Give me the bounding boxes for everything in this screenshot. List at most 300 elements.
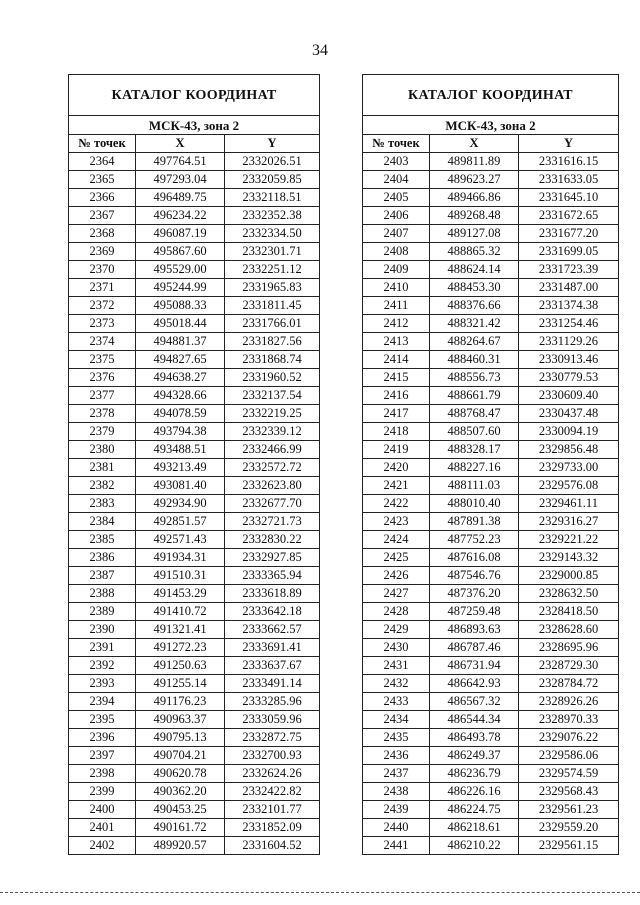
point-number-cell: 2439 (363, 801, 430, 819)
table-row (69, 225, 320, 243)
x-coordinate-cell: 495018.44 (136, 315, 225, 333)
y-coordinate-cell: 2332624.26 (225, 765, 320, 783)
y-coordinate-cell: 2329559.20 (519, 819, 619, 837)
point-number-cell: 2364 (69, 153, 136, 171)
x-coordinate-cell: 488376.66 (430, 297, 519, 315)
x-coordinate-cell: 493488.51 (136, 441, 225, 459)
y-coordinate-cell: 2331633.05 (519, 171, 619, 189)
point-number-cell: 2392 (69, 657, 136, 675)
point-number-cell: 2399 (69, 783, 136, 801)
x-coordinate-cell: 491255.14 (136, 675, 225, 693)
y-coordinate-cell: 2332830.22 (225, 531, 320, 549)
y-coordinate-cell: 2329316.27 (519, 513, 619, 531)
point-number-cell: 2437 (363, 765, 430, 783)
table-row (69, 567, 320, 585)
table-row (363, 765, 619, 783)
x-coordinate-cell: 486218.61 (430, 819, 519, 837)
y-coordinate-cell: 2329461.11 (519, 495, 619, 513)
y-coordinate-cell: 2329856.48 (519, 441, 619, 459)
x-coordinate-cell: 486236.79 (430, 765, 519, 783)
x-coordinate-cell: 486731.94 (430, 657, 519, 675)
x-coordinate-cell: 494881.37 (136, 333, 225, 351)
y-coordinate-cell: 2330437.48 (519, 405, 619, 423)
table-row (363, 639, 619, 657)
x-coordinate-cell: 486544.34 (430, 711, 519, 729)
x-coordinate-cell: 488111.03 (430, 477, 519, 495)
x-coordinate-cell: 490362.20 (136, 783, 225, 801)
y-coordinate-cell: 2331254.46 (519, 315, 619, 333)
x-coordinate-cell: 487616.08 (430, 549, 519, 567)
table-row (69, 171, 320, 189)
point-number-cell: 2412 (363, 315, 430, 333)
table-row (69, 333, 320, 351)
point-number-cell: 2384 (69, 513, 136, 531)
x-coordinate-cell: 492934.90 (136, 495, 225, 513)
table-row (69, 801, 320, 819)
table-row (69, 711, 320, 729)
x-coordinate-cell: 488768.47 (430, 405, 519, 423)
table-row (69, 783, 320, 801)
point-number-cell: 2366 (69, 189, 136, 207)
x-coordinate-cell: 491321.41 (136, 621, 225, 639)
table-row (363, 369, 619, 387)
x-coordinate-cell: 497764.51 (136, 153, 225, 171)
table-row (69, 369, 320, 387)
x-coordinate-cell: 489623.27 (430, 171, 519, 189)
point-number-cell: 2435 (363, 729, 430, 747)
y-coordinate-cell: 2329568.43 (519, 783, 619, 801)
y-coordinate-cell: 2333662.57 (225, 621, 320, 639)
point-number-cell: 2395 (69, 711, 136, 729)
x-coordinate-cell: 494078.59 (136, 405, 225, 423)
y-coordinate-cell: 2328628.60 (519, 621, 619, 639)
point-number-cell: 2427 (363, 585, 430, 603)
point-number-cell: 2388 (69, 585, 136, 603)
point-number-cell: 2414 (363, 351, 430, 369)
point-number-cell: 2380 (69, 441, 136, 459)
table-row (363, 657, 619, 675)
y-coordinate-cell: 2331672.65 (519, 207, 619, 225)
x-coordinate-cell: 487259.48 (430, 603, 519, 621)
point-number-cell: 2396 (69, 729, 136, 747)
table-row (363, 711, 619, 729)
point-number-cell: 2430 (363, 639, 430, 657)
point-number-cell: 2398 (69, 765, 136, 783)
x-coordinate-cell: 486249.37 (430, 747, 519, 765)
point-number-cell: 2422 (363, 495, 430, 513)
y-coordinate-cell: 2332623.80 (225, 477, 320, 495)
x-coordinate-cell: 492851.57 (136, 513, 225, 531)
x-coordinate-cell: 496489.75 (136, 189, 225, 207)
y-coordinate-cell: 2329733.00 (519, 459, 619, 477)
y-coordinate-cell: 2329000.85 (519, 567, 619, 585)
coordinate-catalog-table-left (68, 74, 320, 855)
table-row (363, 171, 619, 189)
point-number-cell: 2413 (363, 333, 430, 351)
y-coordinate-cell: 2333642.18 (225, 603, 320, 621)
point-number-cell: 2365 (69, 171, 136, 189)
y-coordinate-cell: 2332251.12 (225, 261, 320, 279)
point-number-cell: 2423 (363, 513, 430, 531)
point-number-cell: 2400 (69, 801, 136, 819)
x-coordinate-cell: 490704.21 (136, 747, 225, 765)
table-row (69, 603, 320, 621)
x-coordinate-cell: 486642.93 (430, 675, 519, 693)
column-header-point-number: № точек (363, 135, 430, 153)
point-number-cell: 2393 (69, 675, 136, 693)
x-coordinate-cell: 487891.38 (430, 513, 519, 531)
table-row (363, 747, 619, 765)
x-coordinate-cell: 490620.78 (136, 765, 225, 783)
y-coordinate-cell: 2332334.50 (225, 225, 320, 243)
point-number-cell: 2389 (69, 603, 136, 621)
table-row (363, 459, 619, 477)
point-number-cell: 2373 (69, 315, 136, 333)
y-coordinate-cell: 2330779.53 (519, 369, 619, 387)
y-coordinate-cell: 2329221.22 (519, 531, 619, 549)
y-coordinate-cell: 2329586.06 (519, 747, 619, 765)
table-row (363, 801, 619, 819)
x-coordinate-cell: 496234.22 (136, 207, 225, 225)
x-coordinate-cell: 494328.66 (136, 387, 225, 405)
point-number-cell: 2370 (69, 261, 136, 279)
point-number-cell: 2387 (69, 567, 136, 585)
table-row (363, 819, 619, 837)
y-coordinate-cell: 2329561.23 (519, 801, 619, 819)
table-row (69, 729, 320, 747)
x-coordinate-cell: 493081.40 (136, 477, 225, 495)
y-coordinate-cell: 2331723.39 (519, 261, 619, 279)
y-coordinate-cell: 2329561.15 (519, 837, 619, 855)
point-number-cell: 2432 (363, 675, 430, 693)
y-coordinate-cell: 2332059.85 (225, 171, 320, 189)
column-header-x: X (430, 135, 519, 153)
table-row (363, 261, 619, 279)
point-number-cell: 2419 (363, 441, 430, 459)
y-coordinate-cell: 2332721.73 (225, 513, 320, 531)
point-number-cell: 2438 (363, 783, 430, 801)
x-coordinate-cell: 495244.99 (136, 279, 225, 297)
y-coordinate-cell: 2329076.22 (519, 729, 619, 747)
x-coordinate-cell: 486210.22 (430, 837, 519, 855)
y-coordinate-cell: 2332118.51 (225, 189, 320, 207)
table-row (363, 333, 619, 351)
y-coordinate-cell: 2330094.19 (519, 423, 619, 441)
point-number-cell: 2433 (363, 693, 430, 711)
catalog-title: КАТАЛОГ КООРДИНАТ (69, 75, 320, 116)
point-number-cell: 2381 (69, 459, 136, 477)
table-row (363, 621, 619, 639)
table-row (69, 477, 320, 495)
y-coordinate-cell: 2331852.09 (225, 819, 320, 837)
y-coordinate-cell: 2333618.89 (225, 585, 320, 603)
table-row (69, 621, 320, 639)
y-coordinate-cell: 2331699.05 (519, 243, 619, 261)
point-number-cell: 2418 (363, 423, 430, 441)
y-coordinate-cell: 2332677.70 (225, 495, 320, 513)
table-row (69, 441, 320, 459)
column-header-x: X (136, 135, 225, 153)
table-row (69, 351, 320, 369)
y-coordinate-cell: 2328784.72 (519, 675, 619, 693)
table-row (69, 153, 320, 171)
point-number-cell: 2383 (69, 495, 136, 513)
x-coordinate-cell: 486893.63 (430, 621, 519, 639)
table-row (69, 261, 320, 279)
point-number-cell: 2368 (69, 225, 136, 243)
y-coordinate-cell: 2332466.99 (225, 441, 320, 459)
y-coordinate-cell: 2333365.94 (225, 567, 320, 585)
point-number-cell: 2367 (69, 207, 136, 225)
x-coordinate-cell: 488264.67 (430, 333, 519, 351)
y-coordinate-cell: 2332872.75 (225, 729, 320, 747)
table-row (363, 441, 619, 459)
y-coordinate-cell: 2328418.50 (519, 603, 619, 621)
y-coordinate-cell: 2331677.20 (519, 225, 619, 243)
column-header-point-number: № точек (69, 135, 136, 153)
point-number-cell: 2372 (69, 297, 136, 315)
x-coordinate-cell: 489466.86 (430, 189, 519, 207)
point-number-cell: 2409 (363, 261, 430, 279)
x-coordinate-cell: 488865.32 (430, 243, 519, 261)
table-row (363, 279, 619, 297)
x-coordinate-cell: 486224.75 (430, 801, 519, 819)
table-row (363, 531, 619, 549)
y-coordinate-cell: 2329576.08 (519, 477, 619, 495)
table-row (69, 747, 320, 765)
table-row (363, 675, 619, 693)
table-row (69, 189, 320, 207)
table-row (69, 549, 320, 567)
y-coordinate-cell: 2332301.71 (225, 243, 320, 261)
point-number-cell: 2424 (363, 531, 430, 549)
x-coordinate-cell: 497293.04 (136, 171, 225, 189)
y-coordinate-cell: 2332352.38 (225, 207, 320, 225)
x-coordinate-cell: 487376.20 (430, 585, 519, 603)
x-coordinate-cell: 490795.13 (136, 729, 225, 747)
point-number-cell: 2378 (69, 405, 136, 423)
x-coordinate-cell: 490963.37 (136, 711, 225, 729)
x-coordinate-cell: 490161.72 (136, 819, 225, 837)
x-coordinate-cell: 491410.72 (136, 603, 225, 621)
y-coordinate-cell: 2331827.56 (225, 333, 320, 351)
x-coordinate-cell: 491934.31 (136, 549, 225, 567)
table-row (363, 729, 619, 747)
table-row (69, 639, 320, 657)
table-row (363, 693, 619, 711)
y-coordinate-cell: 2331604.52 (225, 837, 320, 855)
table-row (363, 585, 619, 603)
x-coordinate-cell: 491510.31 (136, 567, 225, 585)
table-row (363, 387, 619, 405)
x-coordinate-cell: 486787.46 (430, 639, 519, 657)
table-row (69, 495, 320, 513)
table-row (363, 837, 619, 855)
y-coordinate-cell: 2332927.85 (225, 549, 320, 567)
point-number-cell: 2402 (69, 837, 136, 855)
table-row (69, 243, 320, 261)
table-row (363, 567, 619, 585)
point-number-cell: 2426 (363, 567, 430, 585)
table-row (69, 819, 320, 837)
x-coordinate-cell: 489127.08 (430, 225, 519, 243)
x-coordinate-cell: 488328.17 (430, 441, 519, 459)
point-number-cell: 2382 (69, 477, 136, 495)
y-coordinate-cell: 2328729.30 (519, 657, 619, 675)
point-number-cell: 2425 (363, 549, 430, 567)
point-number-cell: 2404 (363, 171, 430, 189)
point-number-cell: 2369 (69, 243, 136, 261)
y-coordinate-cell: 2332026.51 (225, 153, 320, 171)
y-coordinate-cell: 2329143.32 (519, 549, 619, 567)
y-coordinate-cell: 2330913.46 (519, 351, 619, 369)
y-coordinate-cell: 2328695.96 (519, 639, 619, 657)
x-coordinate-cell: 495529.00 (136, 261, 225, 279)
point-number-cell: 2385 (69, 531, 136, 549)
table-row (363, 315, 619, 333)
point-number-cell: 2379 (69, 423, 136, 441)
point-number-cell: 2440 (363, 819, 430, 837)
point-number-cell: 2415 (363, 369, 430, 387)
x-coordinate-cell: 488624.14 (430, 261, 519, 279)
point-number-cell: 2421 (363, 477, 430, 495)
table-row (363, 603, 619, 621)
y-coordinate-cell: 2332339.12 (225, 423, 320, 441)
x-coordinate-cell: 486493.78 (430, 729, 519, 747)
point-number-cell: 2441 (363, 837, 430, 855)
y-coordinate-cell: 2333491.14 (225, 675, 320, 693)
point-number-cell: 2434 (363, 711, 430, 729)
catalog-zone: МСК-43, зона 2 (69, 116, 320, 135)
y-coordinate-cell: 2333059.96 (225, 711, 320, 729)
table-row (363, 297, 619, 315)
y-coordinate-cell: 2331487.00 (519, 279, 619, 297)
x-coordinate-cell: 494638.27 (136, 369, 225, 387)
table-row (363, 189, 619, 207)
y-coordinate-cell: 2331129.26 (519, 333, 619, 351)
y-coordinate-cell: 2332219.25 (225, 405, 320, 423)
y-coordinate-cell: 2331965.83 (225, 279, 320, 297)
point-number-cell: 2376 (69, 369, 136, 387)
point-number-cell: 2390 (69, 621, 136, 639)
y-coordinate-cell: 2328632.50 (519, 585, 619, 603)
point-number-cell: 2371 (69, 279, 136, 297)
point-number-cell: 2436 (363, 747, 430, 765)
x-coordinate-cell: 491453.29 (136, 585, 225, 603)
point-number-cell: 2403 (363, 153, 430, 171)
table-row (363, 549, 619, 567)
x-coordinate-cell: 489268.48 (430, 207, 519, 225)
table-row (363, 405, 619, 423)
x-coordinate-cell: 492571.43 (136, 531, 225, 549)
column-header-y: Y (225, 135, 320, 153)
point-number-cell: 2394 (69, 693, 136, 711)
x-coordinate-cell: 487546.76 (430, 567, 519, 585)
x-coordinate-cell: 489920.57 (136, 837, 225, 855)
y-coordinate-cell: 2332422.82 (225, 783, 320, 801)
coordinate-catalog-table-right (362, 74, 619, 855)
point-number-cell: 2429 (363, 621, 430, 639)
point-number-cell: 2416 (363, 387, 430, 405)
x-coordinate-cell: 488460.31 (430, 351, 519, 369)
y-coordinate-cell: 2331811.45 (225, 297, 320, 315)
point-number-cell: 2410 (363, 279, 430, 297)
x-coordinate-cell: 495867.60 (136, 243, 225, 261)
table-row (69, 387, 320, 405)
point-number-cell: 2397 (69, 747, 136, 765)
point-number-cell: 2408 (363, 243, 430, 261)
y-coordinate-cell: 2330609.40 (519, 387, 619, 405)
table-row (69, 675, 320, 693)
x-coordinate-cell: 488453.30 (430, 279, 519, 297)
x-coordinate-cell: 488010.40 (430, 495, 519, 513)
table-row (69, 459, 320, 477)
point-number-cell: 2428 (363, 603, 430, 621)
x-coordinate-cell: 486226.16 (430, 783, 519, 801)
table-row (363, 783, 619, 801)
y-coordinate-cell: 2329574.59 (519, 765, 619, 783)
table-row (69, 279, 320, 297)
x-coordinate-cell: 490453.25 (136, 801, 225, 819)
catalog-zone: МСК-43, зона 2 (363, 116, 619, 135)
x-coordinate-cell: 495088.33 (136, 297, 225, 315)
point-number-cell: 2405 (363, 189, 430, 207)
table-row (69, 531, 320, 549)
page-number: 34 (312, 42, 328, 59)
y-coordinate-cell: 2332101.77 (225, 801, 320, 819)
table-row (69, 297, 320, 315)
y-coordinate-cell: 2333285.96 (225, 693, 320, 711)
y-coordinate-cell: 2331960.52 (225, 369, 320, 387)
x-coordinate-cell: 496087.19 (136, 225, 225, 243)
table-row (363, 153, 619, 171)
x-coordinate-cell: 491272.23 (136, 639, 225, 657)
table-row (69, 207, 320, 225)
table-row (69, 837, 320, 855)
point-number-cell: 2401 (69, 819, 136, 837)
y-coordinate-cell: 2333637.67 (225, 657, 320, 675)
x-coordinate-cell: 486567.32 (430, 693, 519, 711)
x-coordinate-cell: 493794.38 (136, 423, 225, 441)
y-coordinate-cell: 2328970.33 (519, 711, 619, 729)
y-coordinate-cell: 2331645.10 (519, 189, 619, 207)
table-row (363, 423, 619, 441)
y-coordinate-cell: 2332572.72 (225, 459, 320, 477)
point-number-cell: 2391 (69, 639, 136, 657)
table-row (69, 765, 320, 783)
x-coordinate-cell: 488321.42 (430, 315, 519, 333)
y-coordinate-cell: 2331374.38 (519, 297, 619, 315)
point-number-cell: 2420 (363, 459, 430, 477)
x-coordinate-cell: 491176.23 (136, 693, 225, 711)
x-coordinate-cell: 488507.60 (430, 423, 519, 441)
point-number-cell: 2377 (69, 387, 136, 405)
point-number-cell: 2375 (69, 351, 136, 369)
table-row (363, 513, 619, 531)
table-row (363, 207, 619, 225)
point-number-cell: 2431 (363, 657, 430, 675)
point-number-cell: 2417 (363, 405, 430, 423)
table-row (363, 477, 619, 495)
point-number-cell: 2411 (363, 297, 430, 315)
catalog-title: КАТАЛОГ КООРДИНАТ (363, 75, 619, 116)
table-row (69, 513, 320, 531)
table-row (69, 405, 320, 423)
table-row (69, 423, 320, 441)
table-row (69, 693, 320, 711)
x-coordinate-cell: 493213.49 (136, 459, 225, 477)
point-number-cell: 2406 (363, 207, 430, 225)
